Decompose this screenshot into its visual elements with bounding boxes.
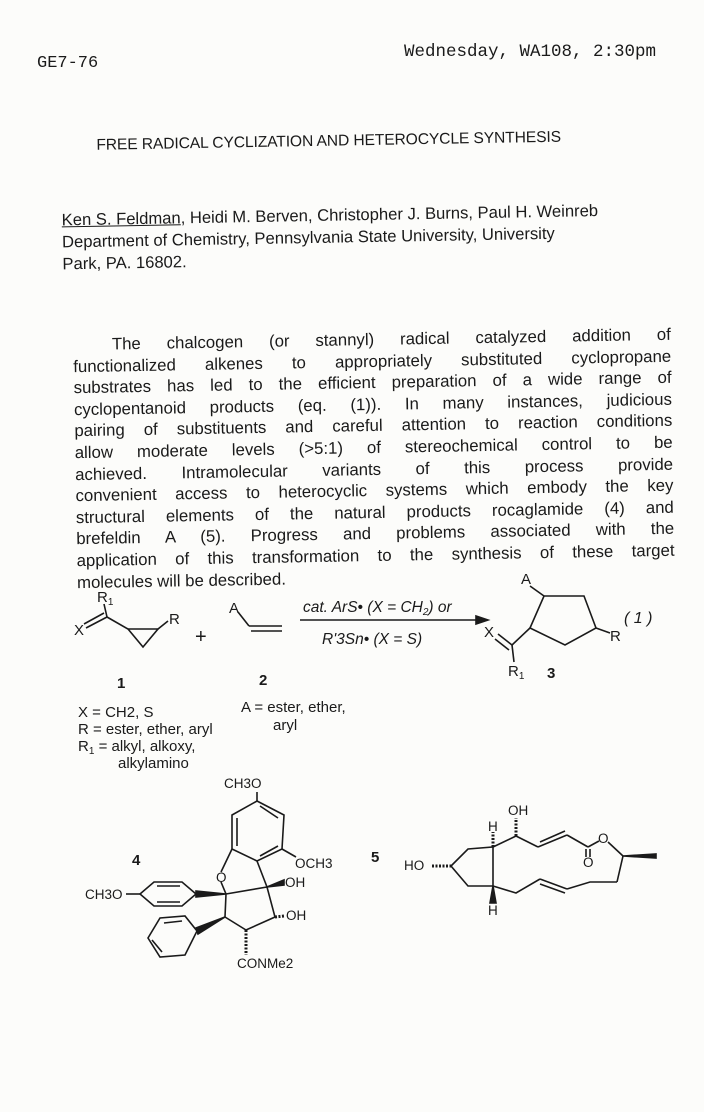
compound-1-bonds: [84, 604, 168, 647]
c4-ring-oxygen: O: [216, 870, 227, 885]
compound-1-number: 1: [117, 675, 126, 692]
compound-3-number: 3: [547, 665, 556, 682]
c2-a-label: A: [229, 600, 240, 617]
compound-3-bonds: [495, 586, 610, 662]
reagent-top: cat. ArS• $(X = CH_2)$ or: [303, 599, 452, 618]
affiliation-line: Department of Chemistry, Pennsylvania State University, University: [61, 223, 555, 252]
compound-2-bonds: [238, 612, 282, 631]
compound-5-number: 5: [371, 849, 380, 866]
c5-carbonyl-oxygen: O: [583, 855, 594, 870]
definition-r1: $R_1$ = alkyl, alkoxy,: [78, 738, 196, 757]
c5-h-bottom: H: [488, 903, 498, 918]
c5-hydroxyl-left: HO: [404, 858, 425, 873]
abstract-line: cyclopentanoid products (eq. (1)). In many instances, judicious: [73, 389, 673, 419]
c3-r1-label: $R_1$: [508, 663, 525, 682]
c4-amide: CONMe2: [237, 956, 294, 971]
equation-number: ( 1 ): [624, 610, 653, 627]
c4-methoxy-left: CH3O: [85, 887, 123, 902]
c4-hydroxyl-1: OH: [285, 875, 306, 890]
c4-methoxy-top: CH3O: [224, 776, 262, 791]
abstract-line: substrates has led to the efficient preparation of a wide range of: [73, 367, 672, 398]
affiliation-line: Park, PA. 16802.: [62, 252, 187, 274]
abstract-line: pairing of substituents and careful attention to reaction conditions: [74, 411, 673, 441]
c1-r-label: R: [169, 611, 180, 628]
abstract-line: achieved. Intramolecular variants of this process provide: [74, 454, 674, 484]
abstract-code: GE7-76: [37, 54, 99, 73]
definition-x: X = CH2, S: [78, 704, 154, 721]
abstract-line: molecules will be described.: [76, 569, 287, 592]
compound-2-number: 2: [259, 672, 268, 689]
c3-r-label: R: [610, 628, 621, 645]
c3-x-label: X: [484, 624, 495, 641]
c5-h-top: H: [488, 819, 498, 834]
presenting-author: Ken S. Feldman: [61, 208, 181, 230]
c4-methoxy-right: OCH3: [295, 856, 333, 871]
session-info: Wednesday, WA108, 2:30pm: [404, 42, 657, 62]
c5-ester-oxygen: O: [598, 831, 609, 846]
abstract-line: application of this transformation to the synthesis of these target: [76, 540, 675, 571]
abstract-line: allow moderate levels (>5:1) of stereochemical control to be: [74, 432, 673, 463]
abstract-line: brefeldin A (5). Progress and problems associated with the: [76, 519, 675, 549]
c1-r1-label: $R_1$: [97, 589, 114, 608]
definition-a: A = ester, ether,: [241, 699, 346, 716]
c4-hydroxyl-2: OH: [286, 908, 307, 923]
abstract-line: functionalized alkenes to appropriately substituted cyclopropane: [73, 346, 672, 376]
abstract-title: FREE RADICAL CYCLIZATION AND HETEROCYCLE SYNTHESIS: [96, 128, 562, 154]
abstract-line: structural elements of the natural products rocaglamide (4) and: [75, 497, 674, 527]
abstract-line: The chalcogen (or stannyl) radical catalyzed addition of: [111, 324, 671, 354]
definition-a-cont: aryl: [273, 717, 298, 734]
c1-x-label: X: [74, 622, 85, 639]
definition-r1-cont: alkylamino: [118, 755, 189, 772]
coauthors: , Heidi M. Berven, Christopher J. Burns, Paul H. Weinreb: [180, 200, 599, 228]
c5-hydroxyl-top: OH: [508, 803, 529, 818]
compound-4-bonds: [126, 792, 296, 957]
compound-5-bonds: [432, 818, 656, 903]
abstract-line: convenient access to heterocyclic systems which embody the key: [75, 475, 674, 506]
compound-4-number: 4: [132, 852, 141, 869]
definition-r: R = ester, ether, aryl: [78, 721, 213, 738]
c3-a-label: A: [521, 571, 532, 588]
plus-sign: +: [195, 626, 207, 648]
reagent-bottom: R'3Sn• (X = S): [322, 631, 423, 648]
